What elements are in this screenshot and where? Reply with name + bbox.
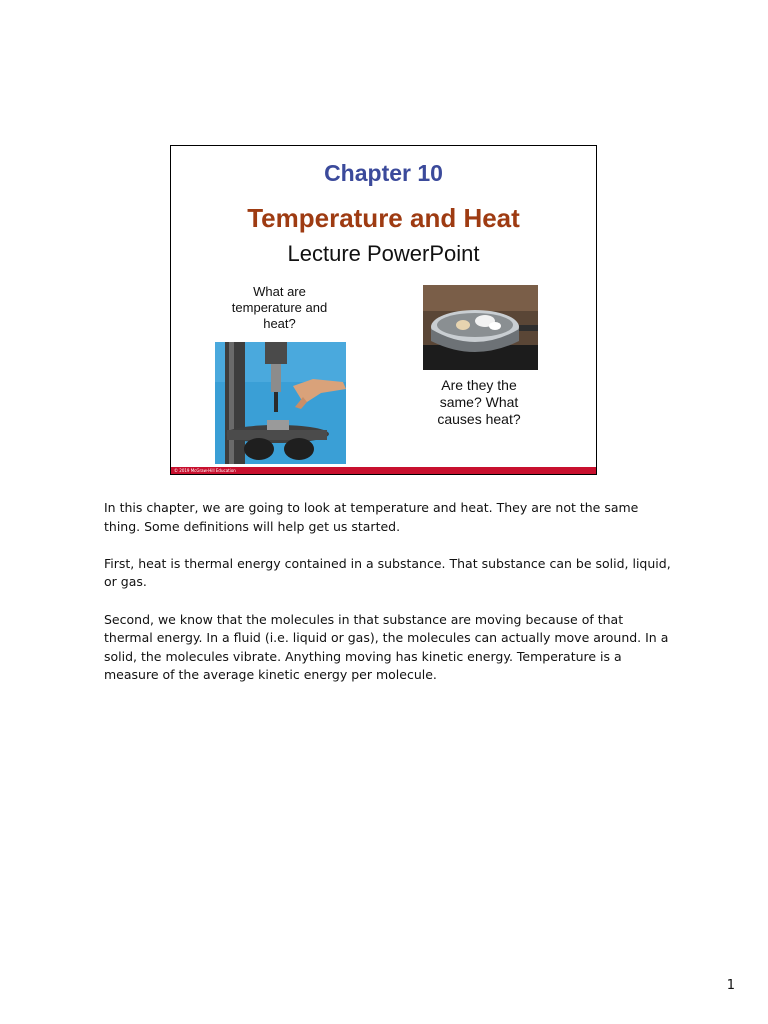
drill-press-photo (215, 342, 346, 464)
speaker-notes (104, 499, 674, 704)
notes-paragraph-2: First, heat is thermal energy contained in a substance. That substance can be solid, liquid, or gas. (104, 555, 671, 590)
slide-subtitle: Lecture PowerPoint (287, 241, 480, 266)
boiling-pot-photo (423, 285, 538, 370)
slide-thumbnail (170, 145, 597, 475)
page-number: 1 (726, 978, 735, 993)
question-right: Are they the same? What causes heat? (437, 377, 521, 427)
question-left: What are temperature and heat? (231, 284, 328, 331)
slide-title: Temperature and Heat (247, 203, 520, 233)
chapter-heading: Chapter 10 (324, 160, 443, 186)
notes-paragraph-1: In this chapter, we are going to look at temperature and heat. They are not the same thing. Some definitions will help get us started. (104, 500, 639, 534)
notes-paragraph-3: Second, we know that the molecules in that substance are moving because of that thermal energy. In a fluid (i.e. liquid or gas), the molecules can actually move around. In a solid, the molecules vibrate. Anything moving has kinetic energy. Temperature is a measure of the average kinetic energy per molecule. (104, 611, 669, 683)
copyright-footer: © 2019 McGraw-Hill Education (171, 467, 596, 474)
